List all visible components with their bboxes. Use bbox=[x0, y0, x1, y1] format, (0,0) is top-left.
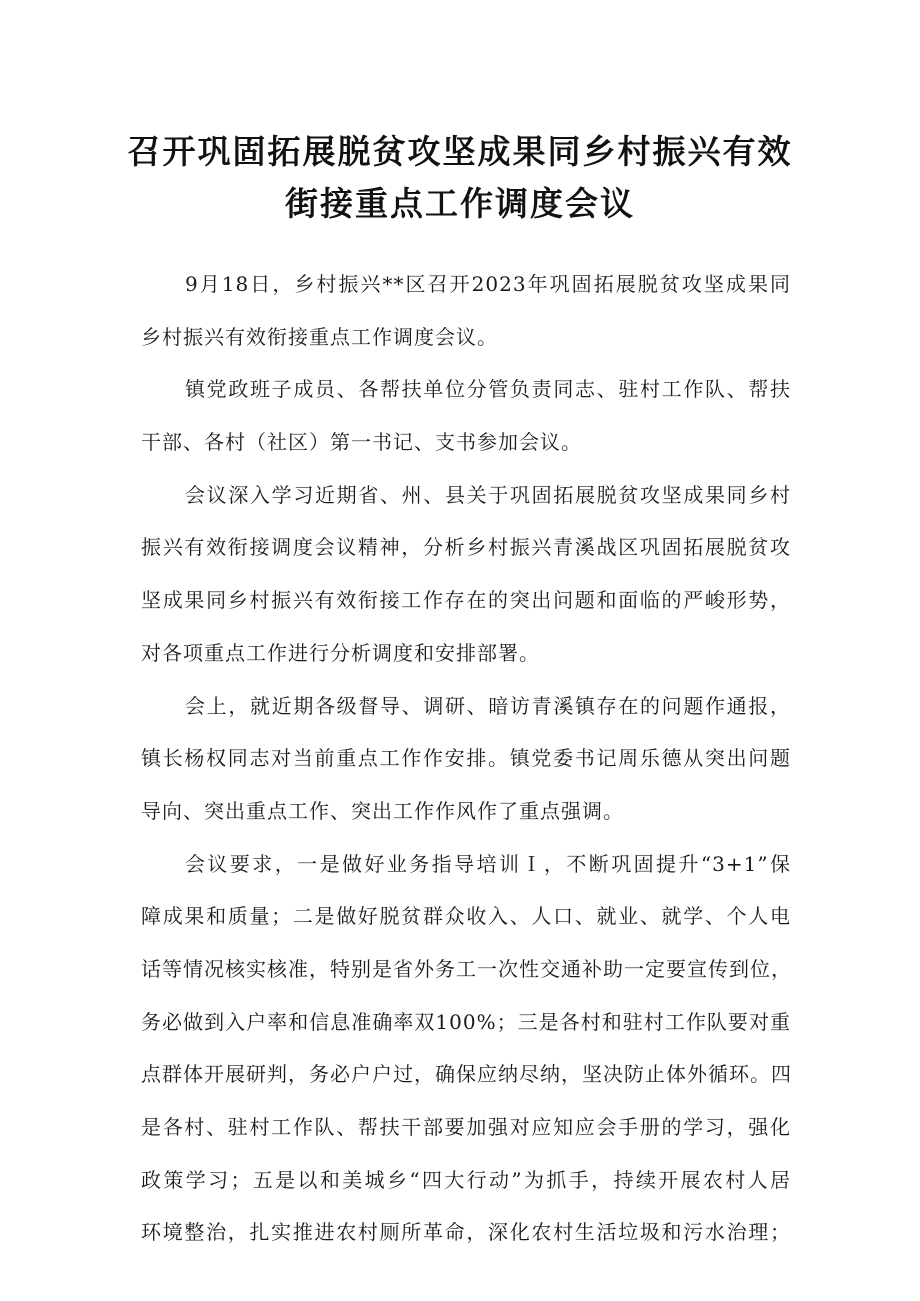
title-line-1: 召开巩固拓展脱贫攻坚成果同乡村振兴有效 bbox=[127, 132, 793, 171]
paragraph-line: 点群体开展研判，务必户户过，确保应纳尽纳，坚决防止体外循环。四 bbox=[141, 1062, 792, 1087]
paragraph-line: 政策学习；五是以和美城乡“四大行动”为抓手，持续开展农村人居 bbox=[141, 1167, 791, 1192]
paragraph-line: 干部、各村（社区）第一书记、支书参加会议。 bbox=[141, 430, 582, 455]
title-line-2: 街接重点工作调度会议 bbox=[285, 184, 635, 223]
paragraph-line: 会议要求，一是做好业务指导培训Ｉ，不断巩固提升“3+1”保 bbox=[185, 851, 791, 876]
paragraph-3 bbox=[141, 469, 791, 680]
paragraph-line: 导向、突出重点工作、突出工作作风作了重点强调。 bbox=[141, 798, 624, 823]
paragraph-line: 会上，就近期各级督导、调研、暗访青溪镇存在的问题作通报， bbox=[185, 693, 791, 718]
document-title bbox=[0, 126, 920, 230]
paragraph-line: 环境整治，扎实推进农村厕所革命，深化农村生活垃圾和污水治理； bbox=[141, 1220, 791, 1245]
paragraph-line: 务必做到入户率和信息准确率双100%；三是各村和驻村工作队要对重 bbox=[141, 1009, 791, 1034]
paragraph-line: 是各村、驻村工作队、帮扶干部要加强对应知应会手册的学习，强化 bbox=[141, 1115, 791, 1139]
paragraph-line: 障成果和质量；二是做好脱贫群众收入、人口、就业、就学、个人电 bbox=[141, 904, 791, 929]
paragraph-1 bbox=[141, 258, 791, 363]
paragraph-line: 话等情况核实核准，特别是省外务工一次性交通补助一定要宣传到位， bbox=[141, 956, 792, 981]
document-body bbox=[141, 258, 791, 1259]
paragraph-5 bbox=[141, 838, 791, 1260]
paragraph-line: 会议深入学习近期省、州、县关于巩固拓展脱贫攻坚成果同乡村 bbox=[185, 482, 791, 507]
paragraph-4 bbox=[141, 680, 791, 838]
paragraph-line: 对各项重点工作进行分析调度和安排部署。 bbox=[141, 640, 540, 665]
paragraph-line: 坚成果同乡村振兴有效衔接工作存在的突出问题和面临的严峻形势， bbox=[141, 588, 791, 613]
paragraph-line: 乡村振兴有效衔接重点工作调度会议。 bbox=[141, 324, 498, 349]
paragraph-line: 镇党政班子成员、各帮扶单位分管负责同志、驻村工作队、帮扶 bbox=[185, 377, 791, 402]
paragraph-line: 9月18日，乡村振兴**区召开2023年巩固拓展脱贫攻坚成果同 bbox=[185, 272, 791, 296]
paragraph-line: 镇长杨权同志对当前重点工作作安排。镇党委书记周乐德从突出问题 bbox=[141, 746, 791, 771]
paragraph-line: 振兴有效衔接调度会议精神，分析乡村振兴青溪战区巩固拓展脱贫攻 bbox=[141, 535, 791, 560]
paragraph-2 bbox=[141, 363, 791, 468]
